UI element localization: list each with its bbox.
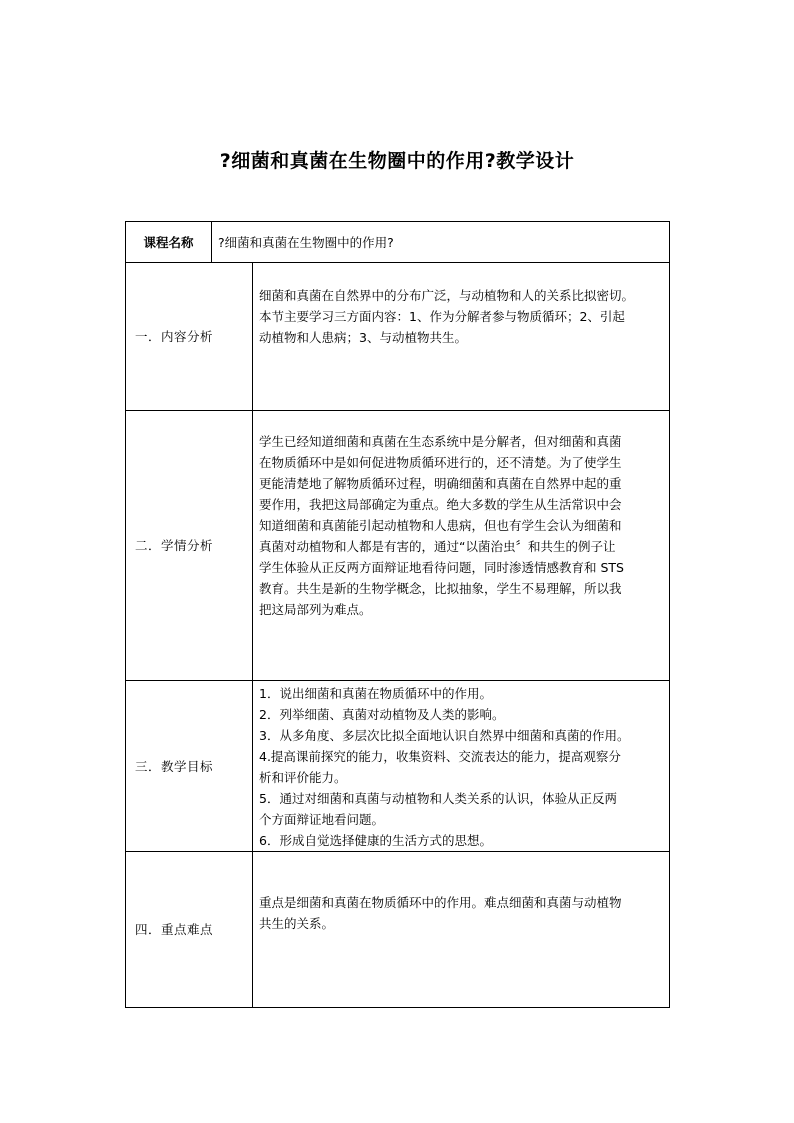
content-analysis-cell [253,263,670,411]
objectives-label: 三．教学目标 [126,681,253,852]
key-points-cell [253,852,670,1008]
learner-analysis-text: 学生已经知道细菌和真菌在生态系统中是分解者，但对细菌和真菌 在物质循环中是如何促进物质循环进行的，还不清楚。为了使学生 更能清楚地了解物质循环过程，明确细菌和真菌在自然界中起的重 要作用，我把这局部确定为重点。绝大多数的学生从生活常识中会 知道细菌和真菌能引起动植物和人患病，但也有学生会认为细菌和 真菌对动植物和人都是有害的，通过“以菌治虫〞和共生的例子让 学生体验从正反两方面辩证地看待问题，同时渗透情感教育和 STS 教育。共生是新的生物学概念，比拟抽象，学生不易理解，所以我 把这局部列为难点。 [259,434,624,617]
objective-item: 5．通过对细菌和真菌与动植物和人类关系的认识，体验从正反两 个方面辩证地看问题。 [259,791,617,827]
learner-analysis-row [126,411,670,681]
key-points-row [126,852,670,1008]
key-points-label: 四．重点难点 [126,852,253,1008]
objectives-row [126,681,670,852]
document-title: ?细菌和真菌在生物圈中的作用?教学设计 [219,150,575,172]
objectives-cell [253,681,670,852]
objective-item: 2．列举细菌、真菌对动植物及人类的影响。 [259,707,505,722]
course-name-row [126,222,670,263]
learner-analysis-label: 二．学情分析 [126,411,253,681]
content-analysis-text: 细菌和真菌在自然界中的分布广泛，与动植物和人的关系比拟密切。 本节主要学习三方面内容：1、作为分解者参与物质循环；2、引起 动植物和人患病；3、与动植物共生。 [259,288,635,345]
lesson-plan-table [125,221,670,1008]
course-name-value: ?细菌和真菌在生物圈中的作用? [212,222,670,263]
objective-item: 6．形成自觉选择健康的生活方式的思想。 [259,833,492,848]
content-analysis-row [126,263,670,411]
objective-item: 3．从多角度、多层次比拟全面地认识自然界中细菌和真菌的作用。 [259,728,630,743]
course-name-label: 课程名称 [126,222,212,263]
content-analysis-label: 一．内容分析 [126,263,253,411]
key-points-text: 重点是细菌和真菌在物质循环中的作用。难点细菌和真菌与动植物 共生的关系。 [259,895,622,931]
objective-item: 1．说出细菌和真菌在物质循环中的作用。 [259,686,492,701]
objective-item: 4.提高课前探究的能力，收集资料、交流表达的能力，提高观察分 析和评价能力。 [259,749,621,785]
learner-analysis-cell [253,411,670,681]
